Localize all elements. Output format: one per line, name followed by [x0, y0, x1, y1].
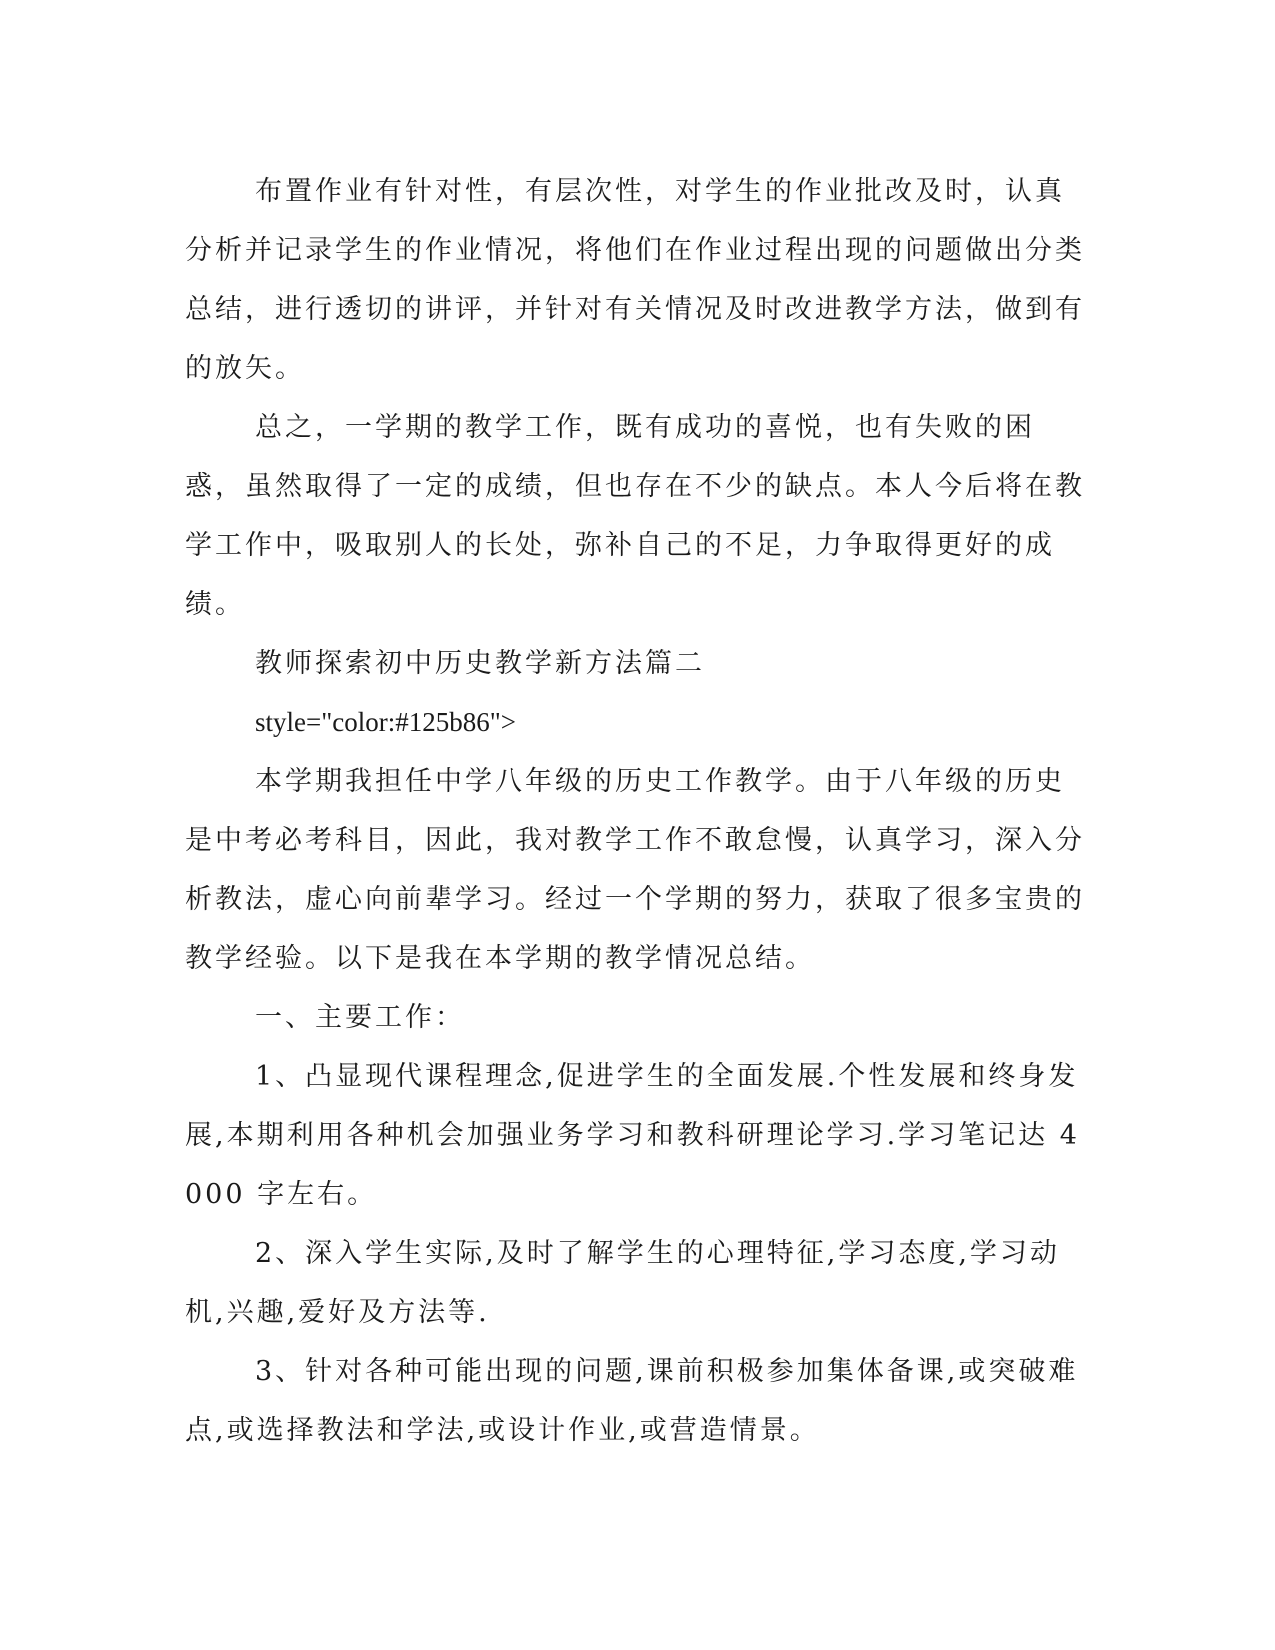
paragraph-homework: 布置作业有针对性，有层次性，对学生的作业批改及时，认真分析并记录学生的作业情况，将他们在作业过程出现的问题做出分类总结，进行透切的讲评，并针对有关情况及时改进教学方法，做到有的放矢。	[185, 176, 1085, 384]
document-body	[185, 162, 1085, 1460]
list-item-2: 2、深入学生实际,及时了解学生的心理特征,学习态度,学习动机,兴趣,爱好及方法等.	[185, 1238, 1060, 1328]
list-item-3: 3、针对各种可能出现的问题,课前积极参加集体备课,或突破难点,或选择教法和学法,或设计作业,或营造情景。	[185, 1356, 1079, 1446]
paragraph-summary: 总之，一学期的教学工作，既有成功的喜悦，也有失败的困惑，虽然取得了一定的成绩，但也存在不少的缺点。本人今后将在教学工作中，吸取别人的长处，弥补自己的不足，力争取得更好的成绩。	[185, 412, 1085, 620]
subheading-main-work: 一、主要工作：	[255, 1002, 465, 1033]
stray-markup-line: style="color:#125b86">	[255, 707, 516, 737]
list-item-1: 1、凸显现代课程理念,促进学生的全面发展.个性发展和终身发展,本期利用各种机会加强业务学习和教科研理论学习.学习笔记达 4000 字左右。	[185, 1061, 1080, 1210]
section-heading: 教师探索初中历史教学新方法篇二	[255, 648, 705, 679]
paragraph-intro: 本学期我担任中学八年级的历史工作教学。由于八年级的历史是中考必考科目，因此，我对教学工作不敢怠慢，认真学习，深入分析教法，虚心向前辈学习。经过一个学期的努力，获取了很多宝贵的教学经验。以下是我在本学期的教学情况总结。	[185, 766, 1085, 974]
